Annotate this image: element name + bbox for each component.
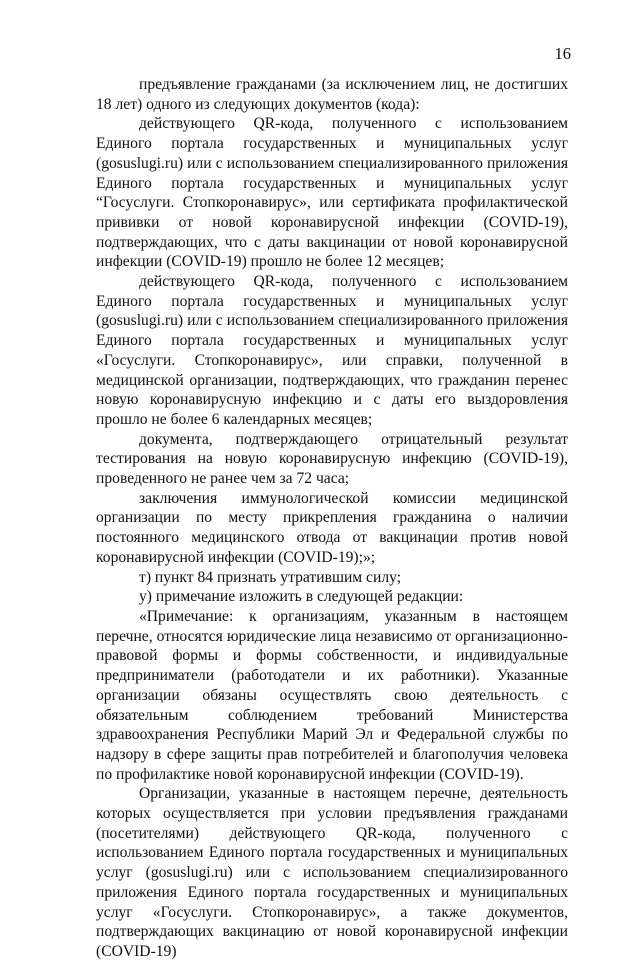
paragraph-organizations: Организации, указанные в настоящем перечне, деятельность которых осуществляется при условии предъявления гражданами (посетителями) действующего QR-кода, полученного с использованием Единого портала государственных и муниципальных услуг (gosuslugi.ru) или с использованием специализированного приложения Единого портала государственных и муниципальных услуг «Госуслуги. Стопкоронавирус», а также документов, подтверждающих вакцинацию от новой коронавирусной инфекции (COVID-19)	[96, 785, 568, 960]
list-item-medical-exemption: заключения иммунологической комиссии медицинской организации по месту прикрепления гражданина о наличии постоянного медицинского отвода от вакцинации против новой коронавирусной инфекции (COVID-19);»;	[96, 489, 568, 566]
list-item-qr-vaccination: действующего QR-кода, полученного с использованием Единого портала государственных и муниципальных услуг (gosuslugi.ru) или с использованием специализированного приложения Единого портала государственных и муниципальных услуг “Госуслуги. Стопкоронавирус», или сертификата профилактической прививки от новой коронавирусной инфекции (COVID-19), подтверждающих, что с даты вакцинации от новой коронавирусной инфекции (COVID-19) прошло не более 12 месяцев;	[96, 115, 568, 271]
list-item-negative-test: документа, подтверждающего отрицательный результат тестирования на новую коронавирусную инфекцию (COVID-19), проведенного не ранее чем за 72 часа;	[96, 430, 568, 488]
list-item-qr-recovery: действующего QR-кода, полученного с использованием Единого портала государственных и муниципальных услуг (gosuslugi.ru) или с использованием специализированного приложения Единого портала государственных и муниципальных услуг «Госуслуги. Стопкоронавирус», или справки, полученной в медицинской организации, подтверждающих, что гражданин перенес новую коронавирусную инфекцию и с даты его выздоровления прошло не более 6 календарных месяцев;	[96, 273, 568, 428]
document-body	[96, 75, 568, 962]
page-number: 16	[554, 44, 571, 63]
paragraph-intro: предъявление гражданами (за исключением лиц, не достигших 18 лет) одного из следующих документов (кода):	[96, 76, 568, 113]
paragraph-note: «Примечание: к организациям, указанным в настоящем перечне, относятся юридические лица независимо от организационно-правовой формы и формы собственности, и индивидуальные предприниматели (работодатели и их работники). Указанные организации обязаны осуществлять свою деятельность с обязательным соблюдением требований Министерства здравоохранения Республики Марий Эл и Федеральной службы по надзору в сфере защиты прав потребителей и благополучия человека по профилактике новой коронавирусной инфекции (COVID-19).	[96, 607, 568, 783]
amendment-item-t: т) пункт 84 признать утратившим силу;	[139, 568, 402, 586]
amendment-item-u: у) примечание изложить в следующей редакции:	[139, 588, 464, 606]
